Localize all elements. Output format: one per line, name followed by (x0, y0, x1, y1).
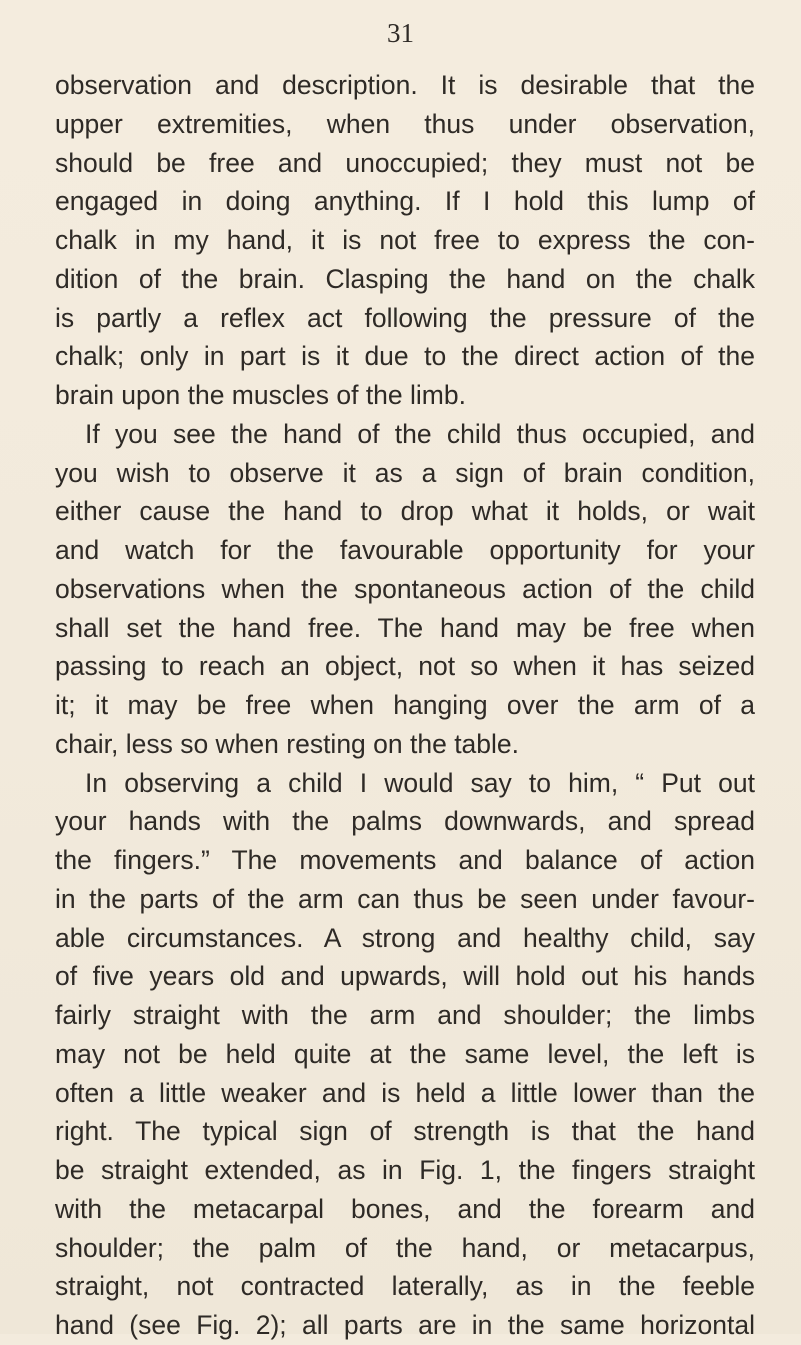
text-line: hand (see Fig. 2); all parts are in the same horizontal (55, 1310, 755, 1340)
text-line: If you see the hand of the child thus occupied, and (85, 418, 755, 449)
text-line: observation and description. It is desirable that the (55, 70, 755, 100)
text-line: your hands with the palms downwards, and spread (55, 806, 755, 837)
text-line: dition of the brain. Clasping the hand on the chalk (55, 263, 755, 294)
text-line: and watch for the favourable opportunity for your (55, 535, 755, 565)
text-line: may not be held quite at the same level, the left is (55, 1038, 755, 1069)
body-text (55, 66, 755, 1345)
text-line: brain upon the muscles of the limb. (55, 380, 466, 410)
text-line: shoulder; the palm of the hand, or metacarpus, (55, 1232, 755, 1263)
text-line: with the metacarpal bones, and the forearm and (55, 1193, 755, 1224)
text-line: you wish to observe it as a sign of brain condition, (55, 457, 755, 488)
text-line: of five years old and upwards, will hold out his hands (55, 961, 755, 992)
text-line: observations when the spontaneous action of the child (55, 573, 755, 604)
text-line: is partly a reflex act following the pressure of the (55, 302, 755, 333)
text-line: should be free and unoccupied; they must not be (55, 147, 755, 178)
text-line: able circumstances. A strong and healthy child, say (55, 922, 755, 953)
text-line: often a little weaker and is held a little lower than the (55, 1077, 755, 1108)
text-line: chair, less so when resting on the table. (55, 728, 520, 759)
text-line: in the parts of the arm can thus be seen under favour- (55, 883, 755, 914)
text-line: passing to reach an object, not so when it has seized (55, 651, 755, 682)
text-line: fairly straight with the arm and shoulder; the limbs (55, 1000, 755, 1030)
text-line: In observing a child I would say to him, “ Put out (85, 767, 755, 798)
text-line: upper extremities, when thus under observation, (55, 108, 755, 139)
text-line: straight, not contracted laterally, as in the feeble (55, 1271, 755, 1302)
text-line: engaged in doing anything. If I hold this lump of (55, 186, 755, 217)
text-line: either cause the hand to drop what it holds, or wait (55, 496, 755, 527)
text-line: chalk; only in part is it due to the direct action of the (55, 341, 755, 372)
page-number: 31 (387, 18, 414, 48)
text-line: chalk in my hand, it is not free to express the con- (55, 225, 755, 255)
text-line: be straight extended, as in Fig. 1, the fingers straight (55, 1155, 755, 1185)
text-line: right. The typical sign of strength is that the hand (55, 1116, 755, 1147)
text-line: it; it may be free when hanging over the arm of a (55, 690, 755, 720)
text-line: shall set the hand free. The hand may be free when (55, 612, 755, 643)
text-line: the fingers.” The movements and balance of action (55, 845, 755, 875)
